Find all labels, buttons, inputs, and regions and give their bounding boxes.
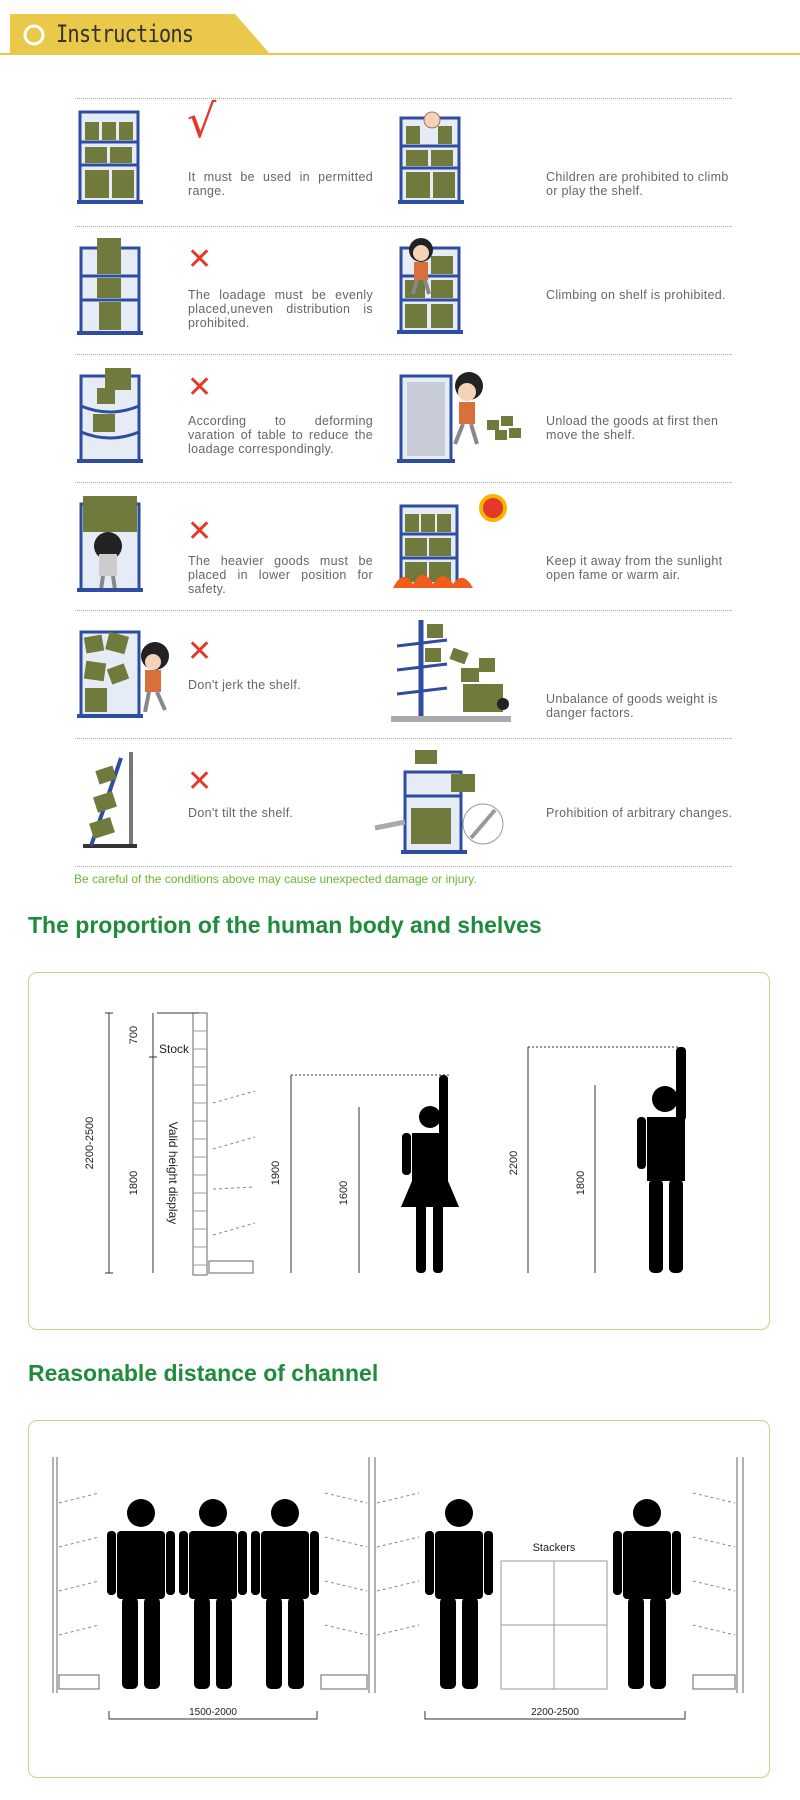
check-mark-icon: √ bbox=[187, 94, 217, 148]
proportion-panel bbox=[28, 972, 770, 1330]
instruction-row bbox=[75, 740, 732, 868]
instruction-text: The loadage must be evenly placed,uneven distribution is prohibited. bbox=[188, 288, 373, 330]
distance-label: 1500-2000 bbox=[189, 1707, 237, 1718]
dim-label: 2200 bbox=[508, 1150, 520, 1176]
instruction-row bbox=[75, 228, 732, 356]
stock-label: Stock bbox=[159, 1042, 190, 1056]
instruction-text: Climbing on shelf is prohibited. bbox=[546, 288, 726, 302]
instruction-text: Unbalance of goods weight is danger factors. bbox=[546, 692, 718, 720]
proportion-diagram bbox=[29, 973, 769, 1329]
shelf-illustration bbox=[77, 110, 143, 205]
instruction-text: The heavier goods must be placed in lower position for safety. bbox=[188, 554, 373, 596]
cross-mark-icon: ✕ bbox=[187, 243, 213, 276]
stackers-label: Stackers bbox=[532, 1542, 576, 1554]
person-figure-icon bbox=[179, 1499, 247, 1689]
dim-label: 1600 bbox=[338, 1180, 350, 1206]
cross-mark-icon: ✕ bbox=[187, 515, 213, 548]
dim-label: 700 bbox=[128, 1025, 140, 1045]
dim-label: 1900 bbox=[270, 1160, 282, 1186]
moving-shelf-illustration bbox=[395, 366, 535, 466]
woman-figure-icon bbox=[401, 1075, 459, 1273]
dim-label: 1800 bbox=[575, 1170, 587, 1196]
person-figure-icon bbox=[613, 1499, 681, 1689]
instructions-header bbox=[0, 0, 800, 56]
instruction-text: Keep it away from the sunlight open fame or warm air. bbox=[546, 554, 723, 582]
channel-distance-panel bbox=[28, 1420, 770, 1778]
cross-mark-icon: ✕ bbox=[187, 371, 213, 404]
man-figure-icon bbox=[637, 1047, 686, 1273]
unbalanced-shelf-illustration bbox=[391, 618, 531, 728]
jerk-shelf-illustration bbox=[75, 622, 175, 722]
instruction-text: According to deforming varation of table to reduce the loadage correspondingly. bbox=[188, 414, 373, 456]
person-figure-icon bbox=[251, 1499, 319, 1689]
tilted-shelf-illustration bbox=[81, 748, 141, 852]
dim-label: 1800 bbox=[128, 1170, 140, 1196]
instruction-text: It must be used in permitted range. bbox=[188, 170, 373, 198]
instruction-text: Prohibition of arbitrary changes. bbox=[546, 806, 733, 820]
instruction-row bbox=[75, 612, 732, 740]
instruction-row bbox=[75, 94, 732, 228]
deformed-shelf-illustration bbox=[75, 366, 145, 466]
instruction-row bbox=[75, 356, 732, 484]
warning-note: Be careful of the conditions above may cause unexpected damage or injury. bbox=[74, 872, 477, 886]
child-on-shelf-illustration bbox=[398, 110, 464, 205]
header-rule bbox=[0, 53, 800, 55]
heavy-goods-illustration bbox=[75, 496, 145, 594]
instruction-text: Don't jerk the shelf. bbox=[188, 678, 301, 692]
fire-sun-illustration bbox=[393, 488, 513, 598]
header-title: Instructions bbox=[56, 20, 194, 48]
instruction-text: Unload the goods at first then move the shelf. bbox=[546, 414, 719, 442]
distance-label: 2200-2500 bbox=[531, 1707, 579, 1718]
section-title: The proportion of the human body and shelves bbox=[28, 912, 542, 938]
uneven-shelf-illustration bbox=[75, 238, 145, 338]
valid-height-label: Valid height display bbox=[166, 1121, 180, 1225]
person-figure-icon bbox=[425, 1499, 493, 1689]
instruction-text: Don't tilt the shelf. bbox=[188, 806, 294, 820]
instruction-text: Children are prohibited to climb or play the shelf. bbox=[546, 170, 729, 198]
channel-diagram bbox=[29, 1421, 769, 1777]
cross-mark-icon: ✕ bbox=[187, 765, 213, 798]
climbing-child-illustration bbox=[395, 236, 465, 336]
section-title: Reasonable distance of channel bbox=[28, 1360, 379, 1386]
cross-mark-icon: ✕ bbox=[187, 635, 213, 668]
dim-label: 2200-2500 bbox=[84, 1116, 96, 1170]
arbitrary-changes-illustration bbox=[371, 748, 511, 858]
person-figure-icon bbox=[107, 1499, 175, 1689]
instruction-row bbox=[75, 484, 732, 612]
divider bbox=[75, 98, 732, 99]
